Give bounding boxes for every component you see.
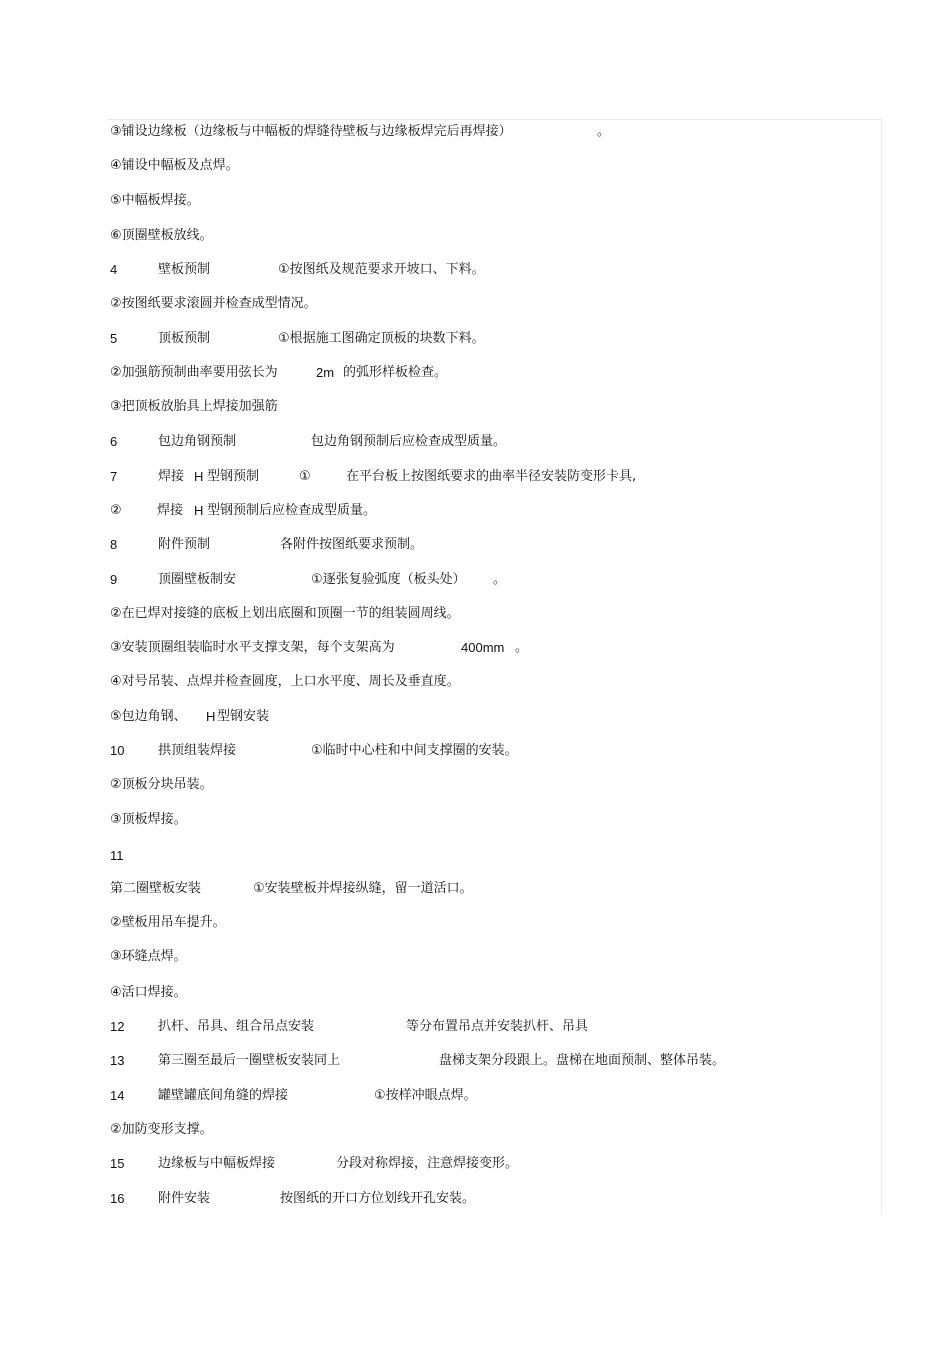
text-segment: 分段对称焊接，注意焊接变形。 bbox=[336, 1156, 519, 1171]
text-segment: 型钢预制 bbox=[207, 469, 260, 484]
text-segment: ①按样冲眼点焊。 bbox=[374, 1088, 477, 1103]
text-segment: 4 bbox=[110, 262, 118, 277]
text-segment: ③顶板焊接。 bbox=[110, 812, 187, 827]
text-segment: 包边角钢预制 bbox=[158, 434, 237, 449]
text-segment: 顶圈壁板制安 bbox=[158, 572, 237, 587]
text-segment: ① bbox=[299, 469, 311, 484]
text-segment: ①逐张复验弧度（板头处） bbox=[311, 572, 466, 587]
text-segment: ②壁板用吊车提升。 bbox=[110, 915, 226, 930]
text-segment: 8 bbox=[110, 537, 118, 552]
text-segment: ③铺设边缘板（边缘板与中幅板的焊缝待壁板与边缘板焊完后再焊接） bbox=[110, 124, 512, 139]
text-segment: ②在已焊对接缝的底板上划出底圈和顶圈一节的组装圆周线。 bbox=[110, 606, 460, 621]
text-segment: 边缘板与中幅板焊接 bbox=[158, 1156, 276, 1171]
text-segment: 7 bbox=[110, 469, 118, 484]
text-segment: ③把顶板放胎具上焊接加强筋 bbox=[110, 399, 278, 414]
text-segment: 10 bbox=[110, 743, 125, 758]
text-segment: 壁板预制 bbox=[158, 262, 211, 277]
text-segment: ④活口焊接。 bbox=[110, 985, 187, 1000]
text-segment: 扒杆、吊具、组合吊点安装 bbox=[158, 1019, 315, 1034]
text-segment: 盘梯支架分段跟上。盘梯在地面预制、整体吊装。 bbox=[439, 1053, 726, 1068]
text-segment: H bbox=[194, 469, 204, 484]
text-segment: 。 bbox=[597, 124, 611, 139]
text-segment: 焊接 bbox=[158, 469, 185, 484]
text-segment: 第二圈壁板安装 bbox=[110, 881, 202, 896]
text-segment: 13 bbox=[110, 1053, 125, 1068]
text-segment: 。 bbox=[493, 572, 507, 587]
text-segment: 的弧形样板检查。 bbox=[343, 365, 448, 380]
text-segment: ③安装顶圈组装临时水平支撑支架，每个支架高为 bbox=[110, 640, 395, 655]
text-segment: ③环缝点焊。 bbox=[110, 949, 187, 964]
text-segment: 拱顶组装焊接 bbox=[158, 743, 237, 758]
text-segment: ④对号吊装、点焊并检查圆度，上口水平度、周长及垂直度。 bbox=[110, 674, 460, 689]
text-segment: 各附件按图纸要求预制。 bbox=[280, 537, 424, 552]
text-segment: ② bbox=[110, 503, 122, 518]
text-segment: ⑤中幅板焊接。 bbox=[110, 193, 200, 208]
text-segment: 型钢安装 bbox=[217, 709, 270, 724]
text-segment: H bbox=[206, 709, 216, 724]
text-segment: 15 bbox=[110, 1156, 125, 1171]
text-segment: 焊接 bbox=[157, 503, 184, 518]
text-segment: 等分布置吊点并安装扒杆、吊具 bbox=[406, 1019, 589, 1034]
text-segment: 11 bbox=[110, 848, 124, 863]
text-segment: 6 bbox=[110, 434, 118, 449]
text-segment: ②加强筋预制曲率要用弦长为 bbox=[110, 365, 278, 380]
text-segment: ④铺设中幅板及点焊。 bbox=[110, 158, 239, 173]
text-segment: 附件安装 bbox=[158, 1191, 211, 1206]
text-segment: 14 bbox=[110, 1088, 125, 1103]
text-segment: 。 bbox=[515, 640, 529, 655]
text-segment: 在平台板上按图纸要求的曲率半径安装防变形卡具, bbox=[346, 469, 637, 484]
text-segment: 5 bbox=[110, 331, 118, 346]
text-segment: 16 bbox=[110, 1191, 125, 1206]
text-segment: ⑤包边角钢、 bbox=[110, 709, 187, 724]
text-segment: ②加防变形支撑。 bbox=[110, 1122, 213, 1137]
text-segment: ①安装壁板并焊接纵缝，留一道活口。 bbox=[253, 881, 473, 896]
text-segment: 包边角钢预制后应检查成型质量。 bbox=[311, 434, 507, 449]
text-segment: 型钢预制后应检查成型质量。 bbox=[207, 503, 377, 518]
page-frame-right bbox=[881, 119, 882, 1214]
text-segment: ①临时中心柱和中间支撑圈的安装。 bbox=[311, 743, 518, 758]
text-segment: 第三圈至最后一圈壁板安装同上 bbox=[158, 1053, 341, 1068]
text-segment: 顶板预制 bbox=[158, 331, 211, 346]
text-segment: ①根据施工图确定顶板的块数下料。 bbox=[278, 331, 485, 346]
text-segment: H bbox=[194, 503, 204, 518]
text-segment: 9 bbox=[110, 572, 118, 587]
text-segment: ①按图纸及规范要求开坡口、下料。 bbox=[278, 262, 485, 277]
text-segment: 附件预制 bbox=[158, 537, 211, 552]
text-segment: 按图纸的开口方位划线开孔安装。 bbox=[280, 1191, 476, 1206]
text-segment: ⑥顶圈壁板放线。 bbox=[110, 228, 213, 243]
text-segment: 400mm bbox=[461, 640, 505, 655]
text-segment: 12 bbox=[110, 1019, 125, 1034]
text-segment: 罐壁罐底间角缝的焊接 bbox=[158, 1088, 289, 1103]
text-segment: ②按图纸要求滚圆并检查成型情况。 bbox=[110, 296, 317, 311]
text-segment: ②顶板分块吊装。 bbox=[110, 777, 213, 792]
page-frame-top bbox=[108, 119, 882, 120]
text-segment: 2m bbox=[316, 365, 335, 380]
